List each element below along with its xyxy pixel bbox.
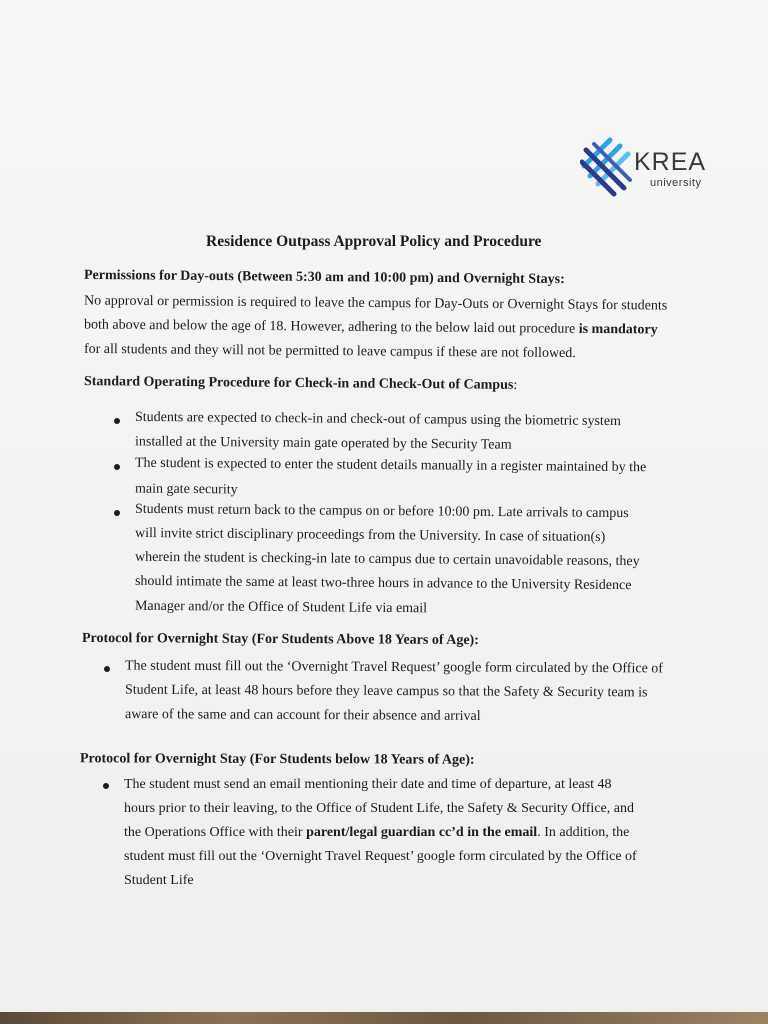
sop-item-3-line-3: wherein the student is checking-in late to campus due to certain unavoidable reasons, they — [134, 549, 640, 570]
bullet-icon — [114, 510, 120, 516]
below18-line-2: hours prior to their leaving, to the Office of Student Life, the Safety & Security Office, and — [124, 801, 634, 816]
bullet-icon — [104, 666, 110, 672]
sop-item-3-line-5: Manager and/or the Office of Student Life via email — [134, 598, 428, 617]
sop-item-2-line-2: main gate security — [134, 481, 238, 498]
below18-line-1: The student must send an email mentioning their date and time of departure, at least 48 — [124, 777, 612, 792]
above18-line-2: Student Life, at least 48 hours before they leave campus so that the Safety & Security team is — [124, 682, 648, 701]
permissions-line-3: for all students and they will not be permitted to leave campus if these are not followed. — [83, 341, 576, 362]
krea-mark-icon — [580, 136, 640, 198]
above18-line-1: The student must fill out the ‘Overnight Travel Request’ google form circulated by the Office of — [124, 658, 664, 677]
sop-item-1-line-2: installed at the University main gate operated by the Security Team — [134, 434, 512, 453]
permissions-heading: Permissions for Day-outs (Between 5:30 am and 10:00 pm) and Overnight Stays: — [83, 267, 565, 288]
below18-heading: Protocol for Overnight Stay (For Students below 18 Years of Age): — [79, 751, 475, 768]
below18-line-3-text: the Operations Office with their — [124, 825, 307, 840]
permissions-line-2 — [84, 317, 658, 338]
above18-heading: Protocol for Overnight Stay (For Students Above 18 Years of Age): — [81, 630, 479, 649]
sop-item-3-line-1: Students must return back to the campus on or before 10:00 pm. Late arrivals to campus — [134, 501, 629, 522]
permissions-line-1: No approval or permission is required to leave the campus for Day-Outs or Overnight Stays for students — [83, 293, 668, 314]
guardian-cc-emphasis: parent/legal guardian cc’d in the email — [306, 825, 538, 840]
krea-logo — [580, 136, 720, 198]
logo-subtext: university — [650, 177, 702, 189]
bullet-icon — [114, 464, 120, 470]
document-title: Residence Outpass Approval Policy and Procedure — [206, 233, 542, 250]
background-surface — [0, 1012, 768, 1024]
permissions-line-2-text: both above and below the age of 18. However, adhering to the below laid out procedure — [83, 317, 579, 337]
above18-line-3: aware of the same and can account for their absence and arrival — [124, 707, 481, 724]
sop-heading — [84, 374, 517, 394]
sop-item-3-line-4: should intimate the same at least two-three hours in advance to the University Residence — [134, 573, 632, 594]
sop-heading-text: Standard Operating Procedure for Check-in and Check-Out of Campus — [83, 374, 514, 393]
bullet-icon — [114, 418, 120, 424]
sop-item-1-line-1: Students are expected to check-in and check-out of campus using the biometric system — [134, 409, 622, 430]
sop-item-3-line-2: will invite strict disciplinary proceedings from the University. In case of situation(s) — [134, 525, 606, 546]
bullet-icon — [103, 783, 109, 789]
sop-item-2-line-1: The student is expected to enter the student details manually in a register maintained by the — [134, 455, 647, 476]
below18-line-5: Student Life — [124, 873, 194, 888]
below18-line-4: student must fill out the ‘Overnight Travel Request’ google form circulated by the Office of — [124, 849, 637, 864]
below18-line-3 — [124, 825, 629, 841]
mandatory-emphasis: is mandatory — [578, 321, 658, 338]
below18-line-3-tail: . In addition, the — [537, 825, 630, 840]
logo-wordmark: KREA — [634, 148, 707, 176]
sop-heading-colon: : — [513, 377, 518, 393]
